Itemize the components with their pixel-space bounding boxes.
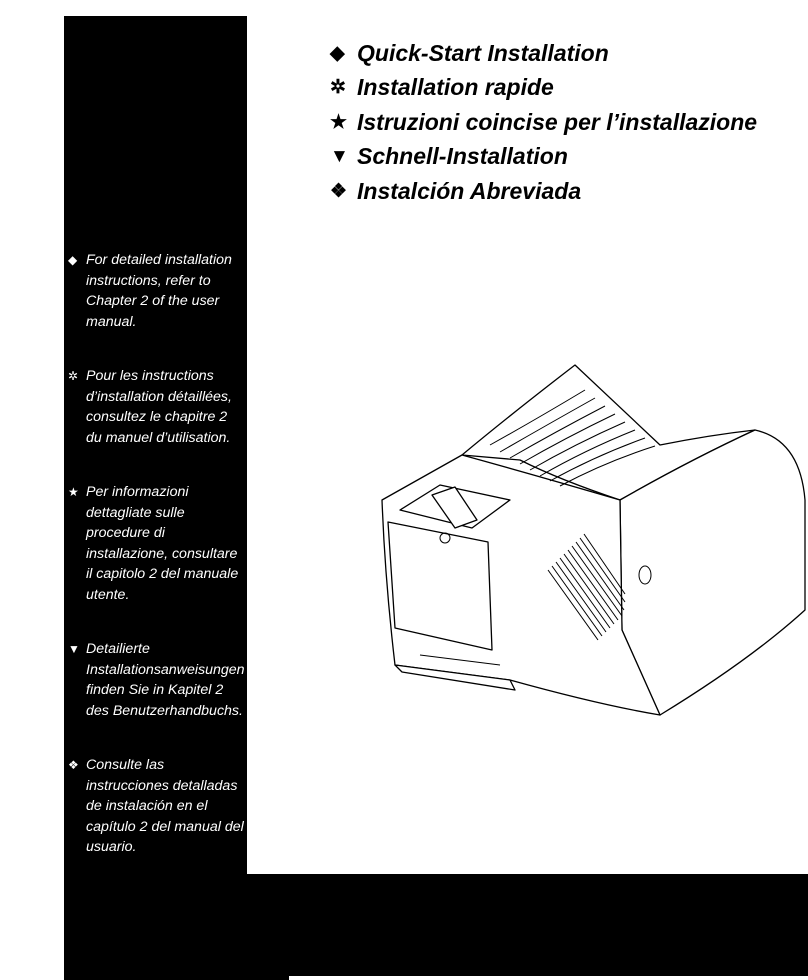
note-text: For detailed installation instructions, refer to Chapter 2 of the user manual. — [86, 252, 232, 330]
note-text: Per informazioni dettagliate sulle procedure di installazione, consultare il capitolo 2 del manuale utente. — [86, 484, 239, 603]
title-text: Quick-Start Installation — [357, 39, 609, 66]
title-list — [330, 36, 800, 209]
note-german — [68, 639, 244, 721]
title-french — [330, 71, 800, 106]
sidebar-notes — [68, 250, 244, 892]
note-text: Pour les instructions d’installation détaillées, consultez le chapitre 2 du manuel d’utilisation. — [86, 368, 232, 446]
note-text: Detailierte Installationsanweisungen finden Sie in Kapitel 2 des Benutzerhandbuchs. — [86, 641, 245, 719]
four-diamond-icon: ❖ — [68, 758, 79, 772]
note-italian — [68, 482, 244, 605]
title-italian — [330, 105, 800, 140]
title-text: Istruzioni coincise per l’installazione — [357, 108, 758, 135]
triangle-down-icon: ▼ — [68, 642, 80, 656]
diamond-icon: ◆ — [68, 253, 78, 267]
bottom-gap — [289, 976, 808, 980]
star-icon: ★ — [330, 111, 348, 133]
asterisk-icon: ✲ — [68, 369, 79, 383]
title-english — [330, 36, 800, 71]
title-text: Installation rapide — [357, 74, 554, 101]
title-text: Schnell-Installation — [357, 143, 568, 170]
triangle-down-icon: ▼ — [330, 145, 349, 167]
asterisk-icon: ✲ — [330, 77, 346, 99]
note-spanish — [68, 755, 244, 858]
note-english — [68, 250, 244, 332]
note-french — [68, 366, 244, 448]
note-text: Consulte las instrucciones detalladas de instalación en el capítulo 2 del manual del usuario. — [86, 757, 244, 855]
title-spanish — [330, 174, 800, 209]
diamond-icon: ◆ — [330, 42, 345, 64]
four-diamond-icon: ❖ — [330, 180, 348, 202]
printer-illustration — [360, 360, 808, 720]
title-text: Instalción Abreviada — [357, 177, 582, 204]
star-icon: ★ — [68, 485, 79, 499]
title-german — [330, 140, 800, 175]
